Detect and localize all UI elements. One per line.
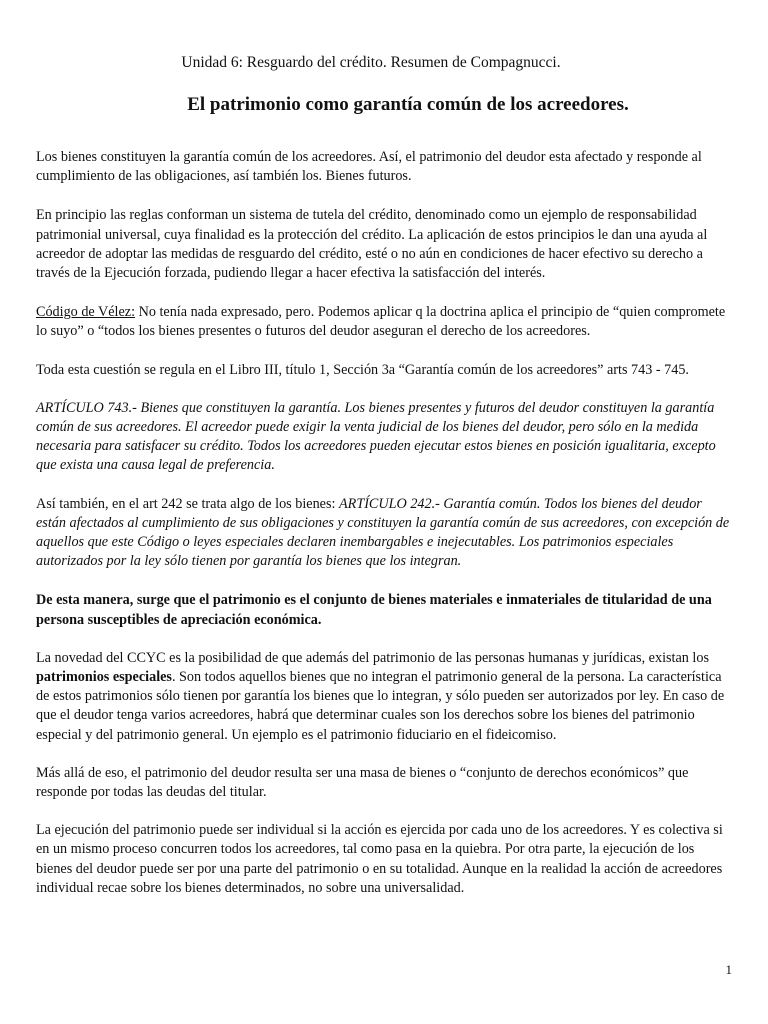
title-text: El patrimonio como garantía común de los acreedores. [187,94,629,115]
patrimonios-especiales-term: patrimonios especiales [36,669,172,686]
paragraph-8 [36,649,732,745]
patrimonio-definition: De esta manera, surge que el patrimonio es el conjunto de bienes materiales e inmateriales de titularidad de una persona susceptibles de apreciación económica. [36,592,712,628]
paragraph-2: En principio las reglas conforman un sistema de tutela del crédito, denominado como un ejemplo de responsabilidad patrimonial universal, cuya finalidad es la protección del crédito. La aplicación de estos principios le dan una ayuda al acreedor de adoptar las medidas de resguardo del crédito, esté o no aún en condiciones de hacer efectivo su derecho a través de la Ejecución forzada, pudiendo llegar a hacer efectiva la satisfacción del interés. [36,207,708,282]
paragraph-8-before: La novedad del CCYC es la posibilidad de que además del patrimonio de las personas humanas y jurídicas, existan los [36,649,709,666]
paragraph-3-text: No tenía nada expresado, pero. Podemos aplicar q la doctrina aplica el principio de “quien compromete lo suyo” o “todos los bienes presentes o futuros del deudor aseguran el derecho de los acreedores. [36,304,726,340]
article-743-quote: ARTÍCULO 743.- Bienes que constituyen la garantía. Los bienes presentes y futuros del deudor constituyen la garantía común de sus acreedores. El acreedor puede exigir la venta judicial de los bienes del deudor, pero sólo en la medida necesaria para satisfacer su crédito. Todos los acreedores pueden ejecutar estos bienes en posición igualitaria, excepto que exista una causa legal de preferencia. [36,399,716,474]
paragraph-9: Más allá de eso, el patrimonio del deudor resulta ser una masa de bienes o “conjunto de derechos económicos” que responde por todas las deudas del titular. [36,764,689,801]
page-header [0,53,768,73]
header-text: Unidad 6: Resguardo del crédito. Resumen de Compagnucci. [181,54,561,71]
page-number: 1 [725,962,732,977]
paragraph-10: La ejecución del patrimonio puede ser individual si la acción es ejercida por cada uno de los acreedores. Y es colectiva si en un mismo proceso concurren todos los acreedores, tal como pasa en la quiebra. Por otra parte, la ejecución de los bienes del deudor puede ser por una parte del patrimonio o en su totalidad. Aunque en la realidad la acción de acreedores individual recae sobre los bienes determinados, no sobre una universalidad. [36,822,723,896]
paragraph-1: Los bienes constituyen la garantía común de los acreedores. Así, el patrimonio del deudor esta afectado y responde al cumplimiento de las obligaciones, así también los. Bienes futuros. [36,149,702,185]
paragraph-6-lead: Así también, en el art 242 se trata algo de los bienes: [36,495,339,512]
paragraph-8-after: . Son todos aquellos bienes que no integran el patrimonio general de la persona. La característica de estos patrimonios sólo tienen por garantía los bienes que lo integran, y sólo pueden ser autorizados por ley. En caso de que el deudor tenga varios acreedores, habrá que determinar cuales son los derechos sobre los bienes del patrimonio especial y del patrimonio general. Un ejemplo es el patrimonio fiduciario en el fideicomiso. [36,669,725,743]
paragraph-3 [36,303,732,341]
codigo-velez-label: Código de Vélez: [36,304,136,321]
article-242-quote: ARTÍCULO 242.- Garantía común. Todos los bienes del deudor están afectados al cumplimiento de sus obligaciones y constituyen la garantía común de sus acreedores, con excepción de aquellos que este Código o leyes especiales declaren inembargables e inejecutables. Los patrimonios especiales autorizados por la ley sólo tienen por garantía los bienes que los integran. [36,495,730,570]
document-title [0,93,768,117]
paragraph-6 [36,495,732,572]
document-body [36,148,732,916]
paragraph-4: Toda esta cuestión se regula en el Libro III, título 1, Sección 3a “Garantía común de los acreedores” arts 743 - 745. [36,361,689,378]
